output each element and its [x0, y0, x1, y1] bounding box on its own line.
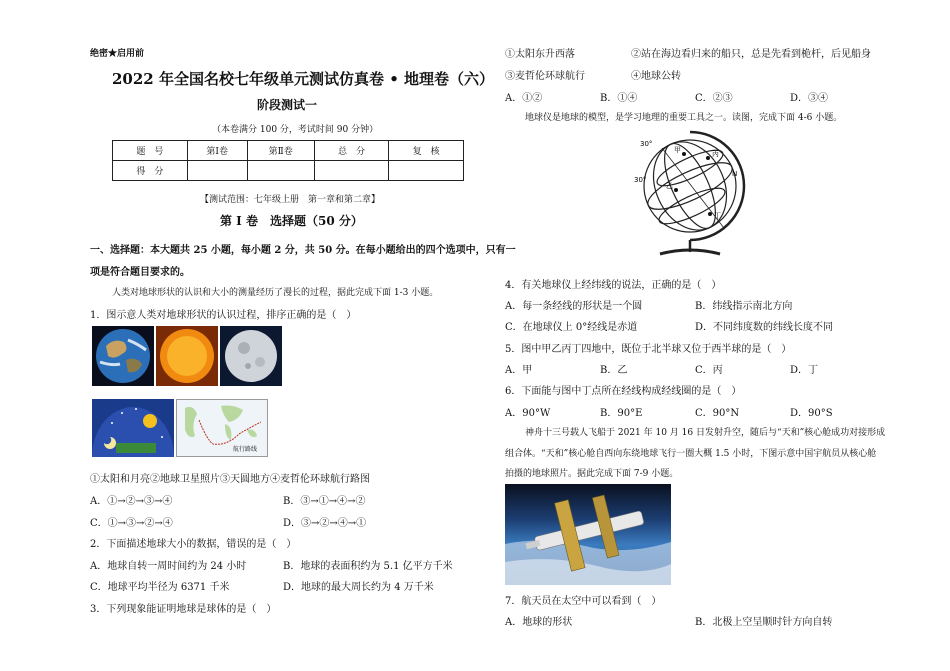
question-3-choice-2: ②站在海边看归来的船只，总是先看到桅杆，后见船身 — [631, 49, 871, 60]
score-cell — [314, 161, 389, 181]
question-5-option-a: A．甲 — [505, 365, 533, 376]
question-1-option-d: D．③→②→④→① — [283, 518, 367, 529]
globe-label-n: N — [732, 170, 738, 178]
globe-label-yi: 乙 — [666, 182, 673, 190]
point-yi-marker — [674, 188, 678, 192]
moon-photo — [220, 326, 282, 386]
question-1-caption: ①太阳和月亮②地球卫星照片③天圆地方④麦哲伦环球航行路图 — [90, 474, 370, 485]
score-row-label: 得 分 — [113, 161, 188, 181]
score-header-cell: 题 号 — [113, 141, 188, 161]
instructions-line-1: 一、选择题：本大题共 25 小题，每小题 2 分，共 50 分。在每小题给出的四个选项中，只有一 — [90, 245, 516, 256]
question-2-option-a: A．地球自转一周时间约为 24 小时 — [90, 561, 247, 572]
intro-text-3-line-3: 拍摄的地球照片。据此完成下面 7-9 小题。 — [505, 469, 679, 479]
question-1-option-c: C．①→③→②→④ — [90, 518, 173, 529]
intro-text-1: 人类对地球形状的认识和大小的测量经历了漫长的过程，据此完成下面 1-3 小题。 — [112, 288, 439, 298]
globe-label-jia: 甲 — [674, 146, 681, 154]
score-cell — [247, 161, 314, 181]
question-3-option-b: B．①④ — [600, 93, 638, 104]
question-1-stem: 1．图示意人类对地球形状的认识过程，排序正确的是（ ） — [90, 310, 357, 321]
sun-photo — [156, 326, 218, 386]
globe-label-30n: 30° — [640, 140, 653, 148]
question-6-option-a: A．90°W — [505, 408, 551, 419]
intro-text-3-line-2: 组合体。“天和”核心舱自西向东绕地球飞行一圈大概 1.5 小时，下图示意中国宇航员从核心舱 — [505, 449, 877, 459]
intro-text-2: 地球仪是地球的模型，是学习地理的重要工具之一。读图，完成下面 4-6 小题。 — [525, 113, 843, 123]
question-6-option-d: D．90°S — [790, 408, 833, 419]
question-4-option-a: A．每一条经线的形状是一个圆 — [505, 301, 643, 312]
exam-note: （本卷满分 100 分，考试时间 90 分钟） — [212, 125, 379, 135]
question-4-option-c: C．在地球仪上 0°经线是赤道 — [505, 322, 638, 333]
question-2-stem: 2．下面描述地球大小的数据，错误的是（ ） — [90, 539, 297, 550]
question-5-option-b: B．乙 — [600, 365, 628, 376]
question-3-option-c: C．②③ — [695, 93, 733, 104]
score-table — [112, 140, 464, 181]
question-6-stem: 6．下面能与图中丁点所在经线构成经线圈的是（ ） — [505, 386, 742, 397]
question-2-option-c: C．地球平均半径为 6371 千米 — [90, 582, 230, 593]
question-3-stem: 3．下列现象能证明地球是球体的是（ ） — [90, 604, 277, 615]
question-6-option-b: B．90°E — [600, 408, 643, 419]
question-4-option-b: B．纬线指示南北方向 — [695, 301, 793, 312]
question-1-option-a: A．①→②→③→④ — [90, 496, 173, 507]
question-3-choice-4: ④地球公转 — [631, 71, 681, 82]
score-cell — [389, 161, 464, 181]
score-header-cell: 总 分 — [314, 141, 389, 161]
point-ding-marker — [708, 212, 712, 216]
score-header-cell: 第Ⅰ卷 — [187, 141, 247, 161]
instructions-line-2: 项是符合题目要求的。 — [90, 267, 190, 278]
point-jia-marker — [682, 152, 686, 156]
question-7-option-b: B．北极上空呈顺时针方向自转 — [695, 617, 833, 628]
question-4-stem: 4．有关地球仪上经纬线的说法，正确的是（ ） — [505, 280, 722, 291]
space-station-photo — [505, 484, 671, 585]
point-bing-marker — [706, 156, 710, 160]
question-5-stem: 5．图中甲乙丙丁四地中，既位于北半球又位于西半球的是（ ） — [505, 344, 792, 355]
question-5-option-d: D．丁 — [790, 365, 819, 376]
question-7-stem: 7．航天员在太空中可以看到（ ） — [505, 596, 662, 607]
score-header-cell: 第Ⅱ卷 — [247, 141, 314, 161]
secret-label: 绝密★启用前 — [90, 49, 145, 59]
question-2-option-b: B．地球的表面积约为 5.1 亿平方千米 — [283, 561, 453, 572]
intro-text-3-line-1: 神舟十三号载人飞船于 2021 年 10 月 16 日发射升空，随后与“天和”核心舱成功对接形成 — [525, 428, 886, 438]
question-4-option-d: D．不同纬度数的纬线长度不同 — [695, 322, 834, 333]
magellan-route-map — [176, 399, 268, 457]
question-3-choice-1: ①太阳东升西落 — [505, 49, 575, 60]
section-title: 第 Ⅰ 卷 选择题（50 分） — [220, 214, 363, 228]
question-3-option-d: D．③④ — [790, 93, 829, 104]
score-header-cell: 复 核 — [389, 141, 464, 161]
test-scope: 【测试范围：七年级上册 第一章和第二章】 — [200, 195, 381, 205]
question-7-option-a: A．地球的形状 — [505, 617, 573, 628]
question-3-option-a: A．①② — [505, 93, 543, 104]
score-cell — [187, 161, 247, 181]
question-5-option-c: C．丙 — [695, 365, 723, 376]
page-subtitle: 阶段测试一 — [257, 98, 318, 112]
question-2-option-d: D．地球的最大周长约为 4 万千米 — [283, 582, 434, 593]
globe-diagram — [632, 128, 754, 264]
globe-label-bing: 丙 — [712, 150, 719, 158]
route-legend-label: 航行路线 — [233, 446, 258, 453]
page-title: 2022 年全国名校七年级单元测试仿真卷 • 地理卷（六） — [112, 70, 495, 88]
earth-satellite-photo — [92, 326, 154, 386]
globe-label-ding: 丁 — [714, 212, 721, 220]
round-sky-square-earth-image — [92, 399, 174, 457]
globe-label-30: 30° — [634, 176, 647, 184]
question-1-option-b: B．③→①→④→② — [283, 496, 366, 507]
question-6-option-c: C．90°N — [695, 408, 740, 419]
question-3-choice-3: ③麦哲伦环球航行 — [505, 71, 585, 82]
